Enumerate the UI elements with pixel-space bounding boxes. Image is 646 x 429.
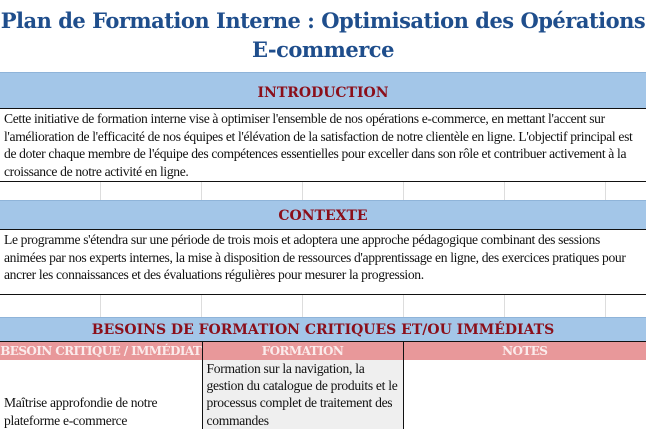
empty-cell[interactable] xyxy=(303,182,404,200)
empty-cell[interactable] xyxy=(101,182,202,200)
empty-cell[interactable] xyxy=(202,182,303,200)
empty-cell[interactable] xyxy=(0,182,101,200)
besoins-heading: BESOINS DE FORMATION CRITIQUES ET/OU IMMÉDIATS xyxy=(0,317,646,342)
empty-cell[interactable] xyxy=(0,295,101,317)
empty-spreadsheet-row xyxy=(0,295,646,317)
document-title xyxy=(0,0,646,70)
column-header-besoin: BESOIN CRITIQUE / IMMÉDIAT xyxy=(0,344,202,358)
empty-cell[interactable] xyxy=(505,182,606,200)
empty-cell[interactable] xyxy=(101,295,202,317)
title-line-2: E-commerce xyxy=(252,37,394,62)
empty-spreadsheet-row xyxy=(0,182,646,200)
empty-cell[interactable] xyxy=(404,182,505,200)
besoins-table xyxy=(0,342,646,429)
contexte-heading: CONTEXTE xyxy=(0,200,646,230)
empty-cell[interactable] xyxy=(202,295,303,317)
table-header-row xyxy=(0,342,646,360)
empty-cell[interactable] xyxy=(303,295,404,317)
column-header-notes: NOTES xyxy=(403,342,646,360)
table-row xyxy=(0,360,646,429)
besoin-cell[interactable]: Maîtrise approfondie de notre plateforme e-commerce xyxy=(0,360,202,429)
introduction-heading: INTRODUCTION xyxy=(0,72,646,109)
empty-cell[interactable] xyxy=(505,295,606,317)
notes-cell[interactable] xyxy=(403,360,646,429)
formation-cell[interactable]: Formation sur la navigation, la gestion du catalogue de produits et le processus complet de traitement des commandes xyxy=(202,360,403,429)
column-header-formation: FORMATION xyxy=(202,342,403,360)
introduction-text[interactable]: Cette initiative de formation interne vise à optimiser l'ensemble de nos opérations e-commerce, en mettant l'accent sur l'amélioration de l'efficacité de nos équipes et l'élévation de la satisfaction de notre clientèle en ligne. L'objectif principal est de doter chaque membre de l'équipe des compétences essentielles pour exceller dans son rôle et contribuer activement à la croissance de notre activité en ligne. xyxy=(0,109,646,182)
contexte-text[interactable]: Le programme s'étendra sur une période de trois mois et adoptera une approche pédagogique combinant des sessions animées par nos experts internes, la mise à disposition de ressources d'apprentissage en ligne, des exercices pratiques pour ancrer les connaissances et des évaluations régulières pour mesurer la progression. xyxy=(0,230,646,295)
title-line-1: Plan de Formation Interne : Optimisation des Opérations xyxy=(0,8,646,33)
empty-cell[interactable] xyxy=(404,295,505,317)
